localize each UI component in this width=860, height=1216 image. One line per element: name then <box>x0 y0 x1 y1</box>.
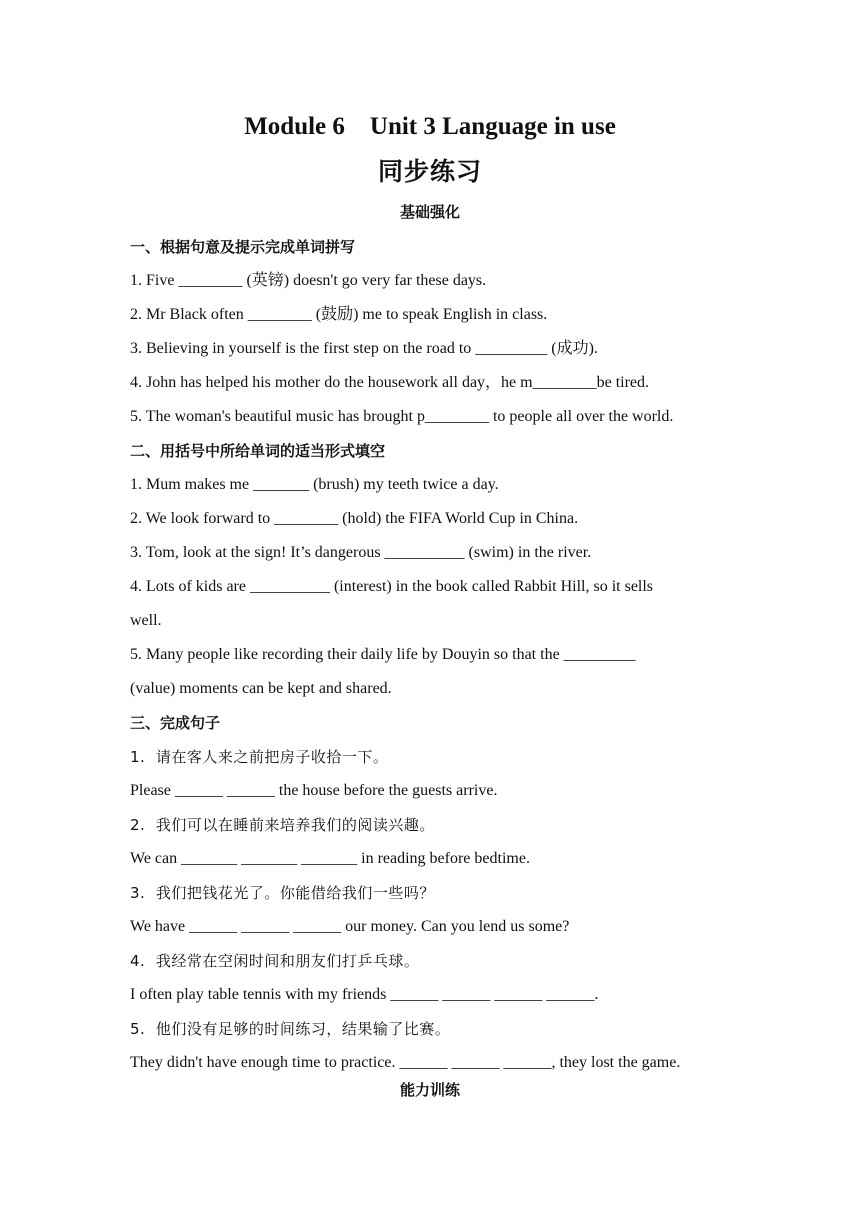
basic-practice-heading: 基础强化 <box>399 203 460 221</box>
sentence-3-chinese: 3. 我们把钱花光了。你能借给我们一些吗？ <box>130 884 435 902</box>
sentence-2-chinese: 2. 我们可以在睡前来培养我们的阅读兴趣。 <box>130 816 435 834</box>
sentence-1-english: Please ______ ______ the house before the guests arrive. <box>130 782 498 799</box>
sentence-4-chinese: 4. 我经常在空闲时间和朋友们打乒乓球。 <box>130 952 420 970</box>
spelling-question-5: 5. The woman's beautiful music has brought p________ to people all over the world. <box>130 408 674 425</box>
sentence-3-english: We have ______ ______ ______ our money. Can you lend us some? <box>130 918 570 935</box>
word-form-question-3: 3. Tom, look at the sign! It’s dangerous __________ (swim) in the river. <box>130 544 592 561</box>
word-form-question-4-line-2: well. <box>130 612 162 629</box>
section-heading-word-forms: 二、用括号中所给单词的适当形式填空 <box>130 442 386 460</box>
spelling-question-4: 4. John has helped his mother do the housework all day，he m________be tired. <box>130 374 650 391</box>
spelling-question-2: 2. Mr Black often ________ (鼓励) me to speak English in class. <box>130 306 548 323</box>
sentence-2-english: We can _______ _______ _______ in reading before bedtime. <box>130 850 530 867</box>
sentence-5-english: They didn't have enough time to practice. ______ ______ ______, they lost the game. <box>130 1054 681 1071</box>
sentence-5-chinese: 5. 他们没有足够的时间练习，结果输了比赛。 <box>130 1020 451 1038</box>
word-form-question-4-line-1: 4. Lots of kids are __________ (interest) in the book called Rabbit Hill, so it sells <box>130 578 654 595</box>
word-form-question-2: 2. We look forward to ________ (hold) the FIFA World Cup in China. <box>130 510 579 527</box>
spelling-question-3: 3. Believing in yourself is the first step on the road to _________ (成功). <box>130 340 598 357</box>
page-subtitle: 同步练习 <box>377 157 482 186</box>
word-form-question-5-line-2: (value) moments can be kept and shared. <box>130 680 392 697</box>
section-heading-complete-sentences: 三、完成句子 <box>130 714 221 732</box>
ability-training-heading: 能力训练 <box>399 1081 460 1099</box>
word-form-question-5-line-1: 5. Many people like recording their daily life by Douyin so that the _________ <box>130 646 636 663</box>
word-form-question-1: 1. Mum makes me _______ (brush) my teeth twice a day. <box>130 476 499 493</box>
page-title: Module 6 Unit 3 Language in use <box>244 113 616 140</box>
exercise-content <box>130 230 730 1080</box>
spelling-question-1: 1. Five ________ (英镑) doesn't go very far these days. <box>130 272 487 289</box>
sentence-4-english: I often play table tennis with my friends ______ ______ ______ ______. <box>130 986 599 1003</box>
sentence-1-chinese: 1. 请在客人来之前把房子收拾一下。 <box>130 748 389 766</box>
section-heading-spelling: 一、根据句意及提示完成单词拼写 <box>130 238 356 256</box>
